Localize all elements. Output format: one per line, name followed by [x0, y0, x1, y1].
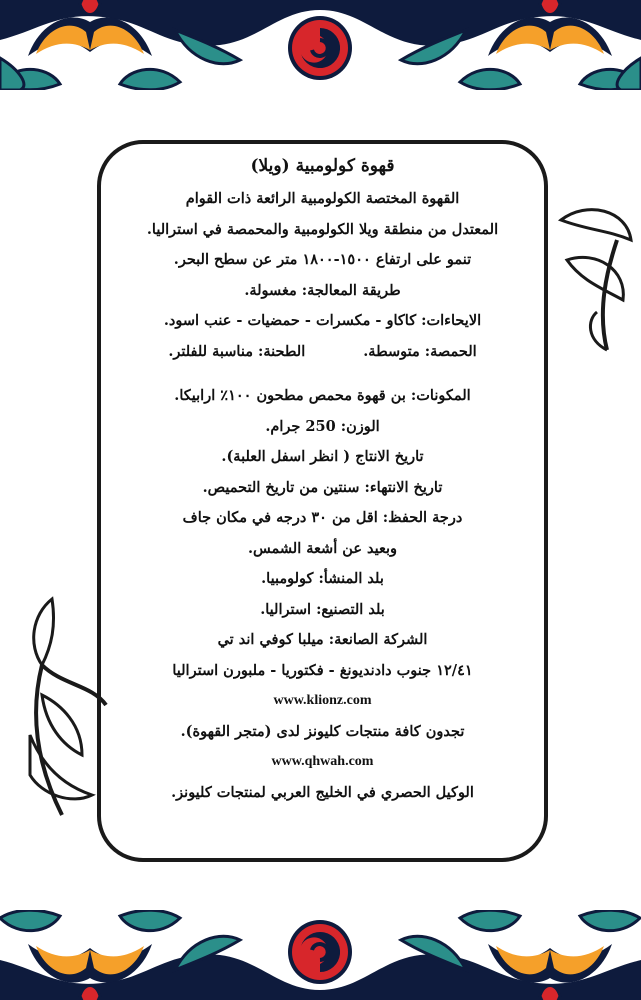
expiry-line: تاريخ الانتهاء: سنتين من تاريخ التحميص.: [202, 478, 443, 496]
roast-grind-row: [110, 337, 535, 368]
storage-line-2: وبعيد عن أشعة الشمس.: [247, 539, 398, 557]
storage-line-1: درجة الحفظ: اقل من ٣٠ درجه في مكان جاف: [182, 509, 463, 526]
grind-type: الطحنة: مناسبة للفلتر.: [168, 342, 306, 360]
right-leaf-ornament: [557, 200, 637, 360]
agent-line: الوكيل الحصري في الخليج العربي لمنتجات كليونز.: [171, 783, 474, 801]
ingredients-line: المكونات: بن قهوة محمص مطحون ١٠٠٪ ارابيكا.: [174, 387, 471, 404]
top-floral-border: [0, 0, 641, 90]
origin-line: بلد المنشأ: كولومبيا.: [261, 570, 384, 587]
manufacture-country-line: بلد التصنيع: استراليا.: [260, 600, 385, 618]
desc-line-2: المعتدل من منطقة ويلا الكولومبية والمحمصة في استراليا.: [146, 220, 499, 238]
bottom-floral-border: [0, 910, 641, 1000]
address-line: ١٢/٤١ جنوب دادنديونغ - فكتوريا - ملبورن استراليا: [172, 661, 473, 679]
weight-line: الوزن: 250 جرام.: [265, 417, 380, 435]
store-line: تجدون كافة منتجات كليونز لدى (متجر القهوة).: [180, 722, 465, 740]
notes-line: الايحاءات: كاكاو - مكسرات - حمضيات - عنب اسود.: [163, 312, 482, 329]
qhwah-link[interactable]: www.qhwah.com: [271, 754, 374, 769]
manufacturer-line: الشركة الصانعة: ميلبا كوفي اند تي: [217, 631, 428, 648]
desc-line-1: القهوة المختصة الكولومبية الرائعة ذات القوام: [185, 190, 460, 207]
roast-level: الحمصة: متوسطة.: [363, 342, 477, 360]
left-leaf-ornament: [22, 595, 112, 825]
production-date-line: تاريخ الانتاج ( انظر اسفل العلبة).: [221, 448, 424, 465]
processing-line: طريقة المعالجة: مغسولة.: [244, 281, 401, 299]
product-description: [110, 150, 535, 808]
altitude-line: تنمو على ارتفاع ١٥٠٠-١٨٠٠ متر عن سطح البحر.: [173, 251, 472, 268]
product-title: قهوة كولومبية (ويلا): [250, 156, 395, 176]
klionz-link[interactable]: www.klionz.com: [273, 693, 372, 708]
